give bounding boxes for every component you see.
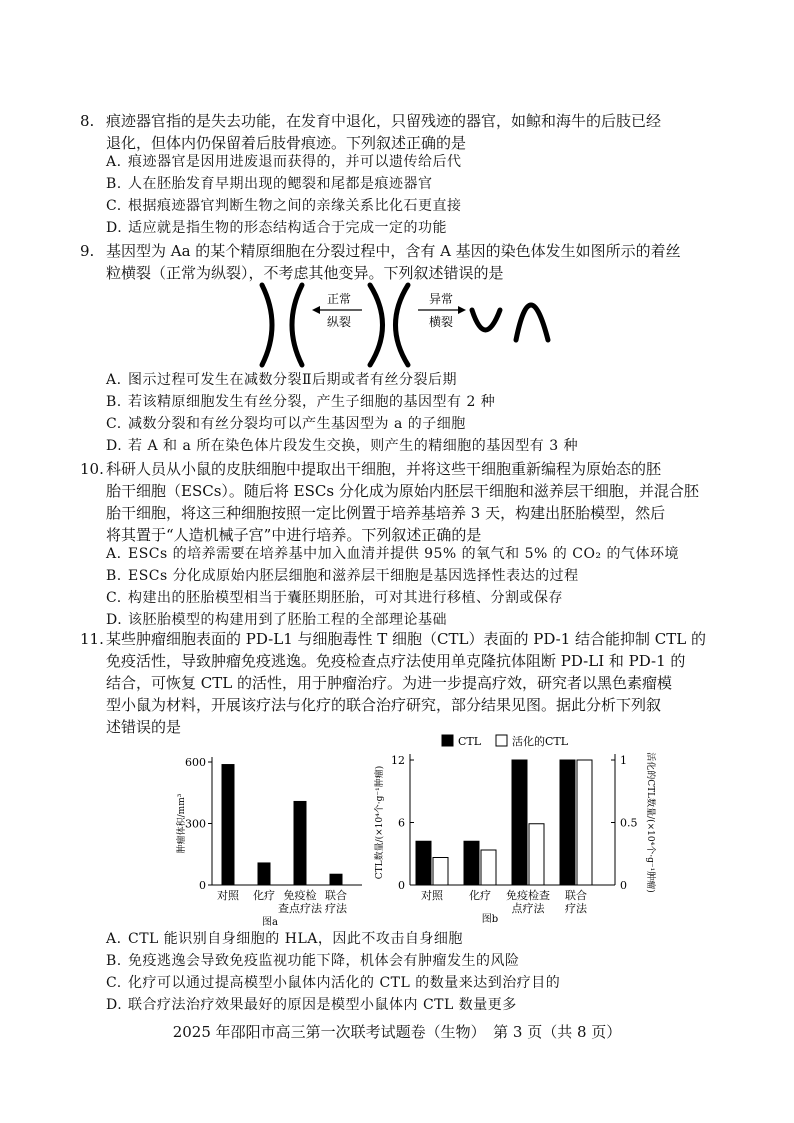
option-b[interactable] [106, 951, 520, 972]
option-text: 免疫逃逸会导致免疫监视功能下降，机体会有肿瘤发生的风险 [128, 953, 520, 969]
arrow-abnormal-division [418, 291, 466, 329]
arrow-label: 正常 [326, 292, 352, 306]
option-a[interactable] [106, 544, 679, 565]
x-tick-label: 化疗 [469, 889, 491, 902]
x-tick-label: 联合 [565, 889, 587, 902]
x-tick-label: 疗法 [565, 902, 587, 915]
option-c[interactable] [106, 196, 462, 217]
option-text: 若 A 和 a 所在染色体片段发生交换，则产生的精细胞的基因型有 3 种 [128, 438, 579, 454]
question-number: 10. [80, 460, 104, 478]
chart-a [172, 740, 372, 930]
arrow-label: 纵裂 [326, 315, 352, 329]
option-text: 化疗可以通过提高模型小鼠体内活化的 CTL 的数量来达到治疗目的 [128, 975, 561, 991]
bar-activated-ctl [529, 824, 544, 885]
option-c[interactable] [106, 588, 563, 609]
bar-activated-ctl [481, 850, 496, 885]
bar [330, 874, 343, 885]
question-number: 9. [80, 242, 95, 260]
chart-b [370, 728, 660, 928]
legend-label: 活化的CTL [512, 735, 569, 748]
bar [222, 764, 235, 885]
arrow-label: 异常 [428, 292, 454, 306]
stem-line: 结合，可恢复 CTL 的活性，用于肿瘤治疗。为进一步提高疗效，研究者以黑色素瘤模 [106, 674, 672, 692]
option-text: 根据痕迹器官判断生物之间的亲缘关系比化石更直接 [128, 198, 462, 214]
option-b[interactable] [106, 392, 495, 413]
option-text: 图示过程可发生在减数分裂Ⅱ后期或者有丝分裂后期 [128, 372, 458, 388]
option-a[interactable] [106, 370, 457, 391]
stem-line: 粒横裂（正常为纵裂），不考虑其他变异。下列叙述错误的是 [106, 264, 504, 282]
y-axis-label: 肿瘤体积/mm³ [177, 793, 187, 854]
bar-ctl [416, 841, 431, 885]
y-tick-label: 0 [398, 879, 405, 892]
bar-ctl [560, 760, 575, 885]
page-footer: 2025 年邵阳市高三第一次联考试题卷（生物） 第 3 页（共 8 页） [172, 1023, 622, 1041]
option-d[interactable] [106, 218, 447, 239]
option-a[interactable] [106, 929, 463, 950]
x-tick-label: 点疗法 [511, 902, 545, 915]
option-label: A. [106, 546, 122, 562]
arrow-normal-division [312, 291, 362, 329]
option-d[interactable] [106, 995, 517, 1016]
x-tick-label: 免疫检 [283, 889, 317, 902]
x-tick-label: 对照 [217, 889, 239, 902]
option-label: C. [106, 198, 122, 214]
x-tick-label: 免疫检查 [506, 889, 550, 902]
v-fragment [472, 310, 500, 330]
bar-activated-ctl [577, 760, 592, 885]
x-tick-label: 疗法 [325, 902, 347, 915]
option-b[interactable] [106, 174, 433, 195]
option-text: 构建出的胚胎模型相当于囊胚期胚胎，可对其进行移植、分割或保存 [128, 590, 563, 606]
option-text: CTL 能识别自身细胞的 HLA，因此不攻击自身细胞 [128, 931, 463, 947]
arch-fragment [516, 305, 548, 340]
bar-ctl [512, 760, 527, 885]
x-tick-label: 查点疗法 [278, 902, 322, 915]
legend-swatch [442, 735, 453, 746]
y-tick-label: 6 [398, 816, 405, 830]
option-text: 联合疗法治疗效果最好的原因是模型小鼠体内 CTL 数量更多 [128, 997, 517, 1013]
question-11-stem [80, 628, 720, 738]
option-text: 痕迹器官是因用进废退而获得的，并可以遗传给后代 [128, 154, 462, 170]
option-label: C. [106, 416, 122, 432]
question-8-stem [80, 110, 720, 154]
y-tick-label-right: 0 [620, 879, 627, 892]
stem-line: 某些肿瘤细胞表面的 PD-L1 与细胞毒性 T 细胞（CTL）表面的 PD-1 结合能抑制 CTL 的 [106, 630, 707, 648]
question-10-stem [80, 458, 720, 546]
option-a[interactable] [106, 152, 462, 173]
bar-ctl [464, 841, 479, 885]
stem-line: 科研人员从小鼠的皮肤细胞中提取出干细胞，并将这些干细胞重新编程为原始态的胚 [106, 460, 662, 478]
option-b[interactable] [106, 566, 579, 587]
stem-line: 将其置于“人造机械子宫”中进行培养。下列叙述正确的是 [106, 526, 482, 544]
y-tick-label: 12 [391, 754, 405, 767]
option-label: A. [106, 931, 122, 947]
option-label: B. [106, 394, 122, 410]
x-chromosome [370, 285, 408, 365]
option-label: D. [106, 220, 123, 236]
y-axis-label-right: 活化的CTL数量/(×10⁴个·g⁻¹肿瘤) [645, 752, 655, 893]
option-text: 人在胚胎发育早期出现的鳃裂和尾都是痕迹器官 [128, 176, 433, 192]
y-tick-label-right: 0.5 [620, 816, 638, 830]
option-text: ESCs 分化成原始内胚层细胞和滋养层干细胞是基因选择性表达的过程 [128, 568, 579, 584]
option-text: 该胚胎模型的构建用到了胚胎工程的全部理论基础 [128, 612, 447, 628]
option-label: D. [106, 612, 123, 628]
question-number: 11. [80, 630, 104, 648]
option-label: C. [106, 975, 122, 991]
separated-chromatids [262, 285, 302, 365]
stem-line: 胎干细胞（ESCs）。随后将 ESCs 分化成为原始内胚层干细胞和滋养层干细胞，并混合胚 [106, 482, 699, 500]
option-label: C. [106, 590, 122, 606]
legend-label: CTL [458, 735, 482, 748]
bar [258, 862, 271, 885]
option-c[interactable] [106, 973, 560, 994]
y-tick-label: 0 [199, 879, 206, 892]
stem-line: 型小鼠为材料，开展该疗法与化疗的联合治疗研究，部分结果见图。据此分析下列叙 [106, 696, 662, 714]
option-d[interactable] [106, 436, 578, 457]
y-tick-label-right: 1 [620, 754, 627, 767]
chart-caption: 图b [481, 914, 499, 925]
option-text: 适应就是指生物的形态结构适合于完成一定的功能 [128, 220, 447, 236]
arrow-label: 横裂 [428, 315, 454, 329]
stem-line: 述错误的是 [106, 718, 182, 736]
chart-caption: 图a [262, 917, 278, 928]
option-label: A. [106, 154, 122, 170]
stem-line: 痕迹器官指的是失去功能，在发育中退化，只留残迹的器官，如鲸和海牛的后肢已经 [106, 112, 662, 130]
option-text: ESCs 的培养需要在培养基中加入血清并提供 95% 的氧气和 5% 的 CO₂ 的气体环境 [128, 546, 679, 562]
option-label: A. [106, 372, 122, 388]
question-number: 8. [80, 112, 95, 130]
option-text: 若该精原细胞发生有丝分裂，产生子细胞的基因型有 2 种 [128, 394, 496, 410]
option-label: B. [106, 568, 122, 584]
option-label: D. [106, 997, 123, 1013]
y-tick-label: 300 [185, 817, 206, 831]
option-label: B. [106, 176, 122, 192]
option-label: B. [106, 953, 122, 969]
stem-line: 基因型为 Aa 的某个精原细胞在分裂过程中，含有 A 基因的染色体发生如图所示的着丝 [106, 242, 681, 260]
option-text: 减数分裂和有丝分裂均可以产生基因型为 a 的子细胞 [128, 416, 466, 432]
x-tick-label: 联合 [325, 889, 347, 902]
option-c[interactable] [106, 414, 466, 435]
x-tick-label: 对照 [421, 889, 443, 902]
question-9-stem [80, 240, 720, 284]
x-tick-label: 化疗 [253, 889, 275, 902]
bar-activated-ctl [433, 858, 448, 886]
stem-line: 胎干细胞，将这三种细胞按照一定比例置于培养基培养 3 天，构建出胚胎模型，然后 [106, 504, 666, 522]
y-axis-label: CTL数量/(×10⁴个·g⁻¹肿瘤) [375, 765, 385, 880]
y-tick-label: 600 [185, 756, 206, 769]
option-label: D. [106, 438, 123, 454]
bar [294, 801, 307, 885]
legend-swatch [496, 735, 507, 746]
stem-line: 退化，但体内仍保留着后肢骨痕迹。下列叙述正确的是 [106, 134, 467, 152]
stem-line: 免疫活性，导致肿瘤免疫逃逸。免疫检查点疗法使用单克隆抗体阻断 PD-LI 和 PD-1 的 [106, 652, 686, 670]
chromosome-figure [250, 280, 560, 370]
